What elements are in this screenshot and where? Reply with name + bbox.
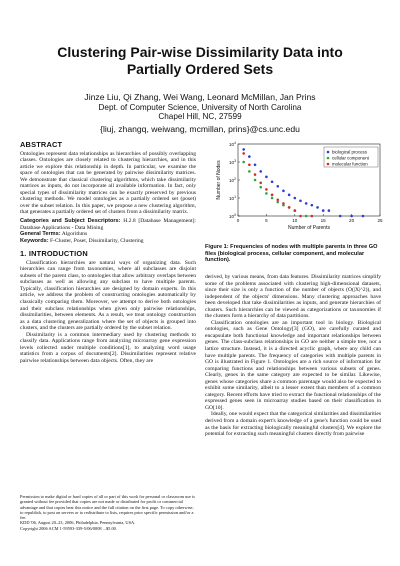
right-paragraph-2: Classification ontologies are an important tool in biology. Biological ontologies, such as Gene Ontology[3] (GO), are carefully curated and encapsulate both functional knowledge and important relationships between genes. The class-subclass relationships in GO are neither a simple tree, nor a lattice structure. Instead, it is a directed acyclic graph, where any child can have multiple parents. The frequency of categories with multiple parents in GO is illustrated in Figure 1. Ontologies are a rich source of information for comparing functions and relationships between various subsets of genes. Clearly, genes in the same category are expected to be similar. Likewise, genes whose categories share a common parentage would also be expected to exhibit some similarity, albeit to a lesser extent than members of a common category. Recent efforts have tried to extract the functional relationships of the expressed genes seen in microarray studies based on their classification in GO[10].	[205, 319, 381, 411]
data-point-series-0	[248, 155, 251, 158]
right-paragraph-1: derived, by various means, from data features. Dissimilarity matrices simplify some of the problems associated with clustering high-dimensional datasets, since their size is only a function of the number of objects (O(|X|^2)), and independent of the objects' dimensions. Many clustering approaches have been developed that take dissimilarities as inputs, and generate hierarchies of clusters. Such hierarchies can be viewed as categorizations or taxonomies if the clusters form a hierarchy of data partitions.	[205, 274, 381, 320]
permission-text: Permission to make digital or hard copies of all or part of this work for personal or classroom use is granted without fee provided that copies are not made or distributed for profit or commercial advantage and that copies bear this notice and the full citation on the first page. To copy otherwise, to republish, to post on servers or to redistribute to lists, requires prior specific permission and/or a fee.	[20, 494, 195, 521]
data-point-series-0	[305, 202, 308, 205]
general-terms-text: Algorithms	[60, 231, 88, 238]
affiliation-line-1: Dept. of Computer Science, University of North Carolina	[98, 102, 302, 112]
data-point-series-0	[311, 204, 314, 207]
data-point-series-2	[248, 163, 251, 166]
categories-line	[20, 218, 196, 231]
y-tick-exponent: 3	[234, 159, 236, 163]
x-tick-label: 15	[320, 218, 326, 223]
data-point-series-0	[339, 215, 342, 218]
data-point-series-0	[265, 176, 268, 179]
data-point-series-2	[299, 215, 302, 218]
data-point-series-1	[259, 186, 262, 189]
y-tick-label: $10^1$	[228, 195, 236, 201]
conference-line: KDD '06, August 20–23, 2006, Philadelphia, Pennsylvania, USA.	[20, 520, 136, 526]
data-point-series-0	[299, 199, 302, 202]
y-tick-label: $10^2$	[228, 177, 236, 183]
x-tick-label: 0	[236, 218, 240, 223]
y-tick-label: $10^4$	[228, 141, 236, 147]
data-point-series-1	[305, 215, 308, 218]
data-point-series-1	[276, 201, 279, 204]
figure-1-chart	[214, 140, 384, 232]
data-point-series-1	[242, 161, 245, 164]
legend-marker-0	[327, 151, 330, 154]
data-point-series-2	[265, 188, 268, 191]
y-tick-exponent: 4	[234, 141, 236, 145]
data-point-series-0	[276, 185, 279, 188]
y-tick-label: $10^3$	[228, 159, 236, 165]
keywords-line	[20, 238, 196, 245]
x-tick-label: 20	[349, 218, 355, 223]
figure-1	[214, 140, 384, 232]
data-point-series-0	[282, 190, 285, 193]
y-tick-label: $10^0$	[228, 213, 236, 219]
author-names: Jinze Liu, Qi Zhang, Wei Wang, Leonard McMillan, Jan Prins	[84, 92, 316, 102]
affiliation-line-2: Chapel Hill, NC, 27599	[158, 112, 242, 122]
data-point-series-1	[248, 170, 251, 173]
keywords-label: Keywords:	[20, 237, 49, 244]
keywords-text: F-Cluster, Poset, Dissimilarity, Clustering	[48, 237, 144, 244]
x-axis-label: Number of Parents	[288, 225, 330, 231]
intro-paragraph-2: Dissimilarity is a common intermediary used by clustering methods to classify data. Applications range from analyzing microarray gene expression levels collected under multiple conditions[1], to analyzing word usage statistics from a corpus of documents[2]. Dissimilarities represent relative pairwise relationships between data objects. Often, they are	[20, 331, 196, 364]
data-point-series-2	[259, 181, 262, 184]
author-emails: {liuj, zhangq, weiwang, mcmillan, prins}@cs.unc.edu	[100, 123, 300, 134]
data-point-series-1	[254, 179, 257, 182]
y-tick-exponent: 2	[234, 177, 236, 181]
right-column	[205, 274, 381, 438]
x-tick-label: 25	[377, 218, 383, 223]
data-point-series-0	[259, 170, 262, 173]
data-point-series-2	[254, 173, 257, 176]
data-point-series-2	[242, 152, 245, 155]
right-paragraph-3: Ideally, one would expect that the categorical similarities and dissimilarities derived from a domain expert's knowledge of a gene's function could be used as the basis for extracting biologically meaningful clusters[4]. We explore the potential for extracting such meaningful clusters directly from pairwise	[205, 411, 381, 438]
copyright-line: Copyright 2006 ACM 1-59593-339-5/06/0008 ...$5.00.	[20, 525, 117, 531]
legend-marker-1	[327, 157, 330, 160]
data-point-series-0	[362, 215, 365, 218]
data-point-series-0	[294, 197, 297, 200]
y-axis-label: Number of Nodes	[216, 160, 222, 200]
data-point-series-0	[328, 209, 331, 212]
title-line-1: Clustering Pair-wise Dissimilarity Data into	[57, 44, 343, 60]
data-point-series-0	[322, 209, 325, 212]
data-point-series-2	[311, 215, 314, 218]
x-tick-label: 10	[292, 218, 298, 223]
data-point-series-0	[288, 194, 291, 197]
data-point-series-0	[242, 148, 245, 151]
legend-marker-2	[327, 163, 330, 166]
data-point-series-1	[265, 192, 268, 195]
data-point-series-2	[282, 202, 285, 205]
left-column	[20, 142, 196, 365]
figure-1-caption: Figure 1: Frequencies of nodes with multiple parents in three GO files (biological process, cellular component, and molecular function).	[205, 244, 378, 264]
abstract-text: Ontologies represent data relationships as hierarchies of possibly overlapping classes. Ontologies are closely related to clustering hierarchies, and in this article we explore this relationship in depth. In particular, we examine the space of ontologies that can be generated by pairwise dissimilarity matrices. We demonstrate that classical clustering algorithms, which take dissimilarity matrices as inputs, do not incorporate all available information. In fact, only special types of dissimilarity matrices can be exactly preserved by previous clustering methods. We model ontologies as a partially ordered set (poset) over the subset relation. In this paper, we propose a new clustering algorithm, that generates a partially ordered set of clusters from a dissimilarity matrix.	[20, 150, 196, 216]
y-tick-exponent: 0	[234, 213, 236, 217]
author-block	[40, 93, 360, 134]
categories-text: H.2.8 [Database Management]: Database Applications - Data Mining	[20, 218, 196, 231]
categories-label: Categories and Subject Descriptors:	[20, 218, 121, 225]
paper-title	[20, 44, 380, 78]
data-point-series-2	[271, 194, 274, 197]
data-point-series-0	[316, 206, 319, 209]
intro-paragraph-1: Classification hierarchies are natural ways of organizing data. Such hierarchies can range from taxonomies, where all subclasses are disjoint subsets of the parent class, to ontologies that allow arbitrary overlaps between subclasses as well as allowing any subclass to have multiple parents. Typically, classification hierarchies are designed by domain experts. In this article, we address the problem of constructing ontologies automatically by classically comparing them. Moreover, we attempt to derive both ontologies and their subclass relationships when given only pairwise relationships, dissimilarities, between elements. As a result, we treat ontology construction as a data clustering generalization where the set of objects is grouped into clusters, and the clusters are partially ordered by the subset relation.	[20, 259, 196, 332]
legend-label-2: molecular function	[332, 161, 368, 167]
data-point-series-2	[288, 206, 291, 209]
general-terms-label: General Terms:	[20, 231, 61, 238]
title-line-2: Partially Ordered Sets	[126, 61, 274, 77]
data-point-series-0	[271, 180, 274, 183]
data-point-series-0	[254, 163, 257, 166]
legend-label-0: biological process	[332, 149, 367, 155]
abstract-heading: ABSTRACT	[20, 140, 63, 149]
y-tick-exponent: 1	[234, 195, 236, 199]
data-point-series-2	[276, 198, 279, 201]
data-point-series-2	[294, 209, 297, 212]
data-point-series-0	[350, 215, 353, 218]
x-tick-label: 5	[265, 218, 268, 223]
intro-heading: 1. INTRODUCTION	[20, 249, 88, 259]
legend-label-1: cellular component	[332, 155, 369, 161]
data-point-series-1	[271, 197, 274, 200]
permission-notice	[20, 494, 196, 531]
